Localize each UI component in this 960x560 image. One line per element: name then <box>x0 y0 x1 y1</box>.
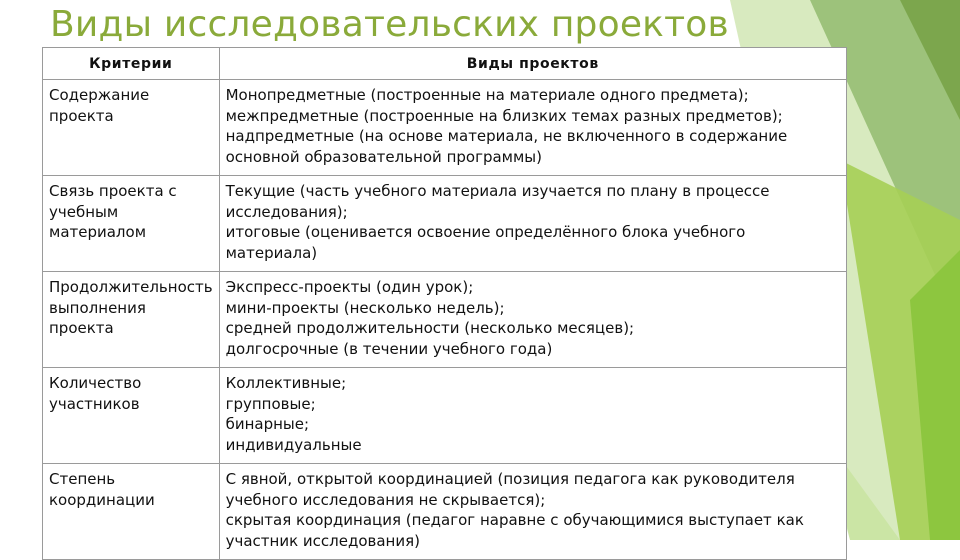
type-line: Монопредметные (построенные на материале одного предмета); <box>225 86 749 104</box>
table-row <box>43 464 847 560</box>
criterion-cell: Количество участников <box>43 368 220 464</box>
type-line: Текущие (часть учебного материала изучается по плану в процессе исследования); <box>225 182 775 221</box>
type-line: межпредметные (построенные на близких темах разных предметов); <box>225 106 783 125</box>
types-cell <box>219 176 846 272</box>
types-cell <box>219 80 846 176</box>
table-row <box>43 272 847 368</box>
header-project-types: Виды проектов <box>219 48 846 80</box>
projects-table <box>42 47 847 560</box>
type-line: долгосрочные (в течении учебного года) <box>225 339 553 358</box>
type-line: С явной, открытой координацией (позиция педагога как руководителя учебного исследования не скрывается); <box>225 470 800 509</box>
type-line: итоговые (оценивается освоение определённого блока учебного материала) <box>225 223 751 262</box>
header-criteria: Критерии <box>43 48 220 80</box>
types-cell <box>219 368 846 464</box>
type-line: надпредметные (на основе материала, не включенного в содержание основной образовательной программы) <box>225 127 792 166</box>
type-line: Экспресс-проекты (один урок); <box>225 278 474 296</box>
criterion-cell: Продолжительность выполнения проекта <box>43 272 220 368</box>
criterion-cell: Связь проекта с учебным материалом <box>43 176 220 272</box>
criterion-cell: Степень координации <box>43 464 220 560</box>
table-row <box>43 176 847 272</box>
type-line: мини-проекты (несколько недель); <box>225 298 505 317</box>
type-line: групповые; <box>225 394 316 413</box>
table-row <box>43 80 847 176</box>
type-line: бинарные; <box>225 415 310 433</box>
table-header-row <box>43 48 847 80</box>
type-line: средней продолжительности (несколько месяцев); <box>225 319 635 337</box>
criterion-cell: Содержание проекта <box>43 80 220 176</box>
table-row <box>43 368 847 464</box>
slide-title: Виды исследовательских проектов <box>50 4 729 45</box>
type-line: Коллективные; <box>225 374 347 392</box>
type-line: индивидуальные <box>225 435 362 454</box>
type-line: скрытая координация (педагог наравне с обучающимися выступает как участник исследования) <box>225 511 809 550</box>
types-cell <box>219 272 846 368</box>
types-cell <box>219 464 846 560</box>
